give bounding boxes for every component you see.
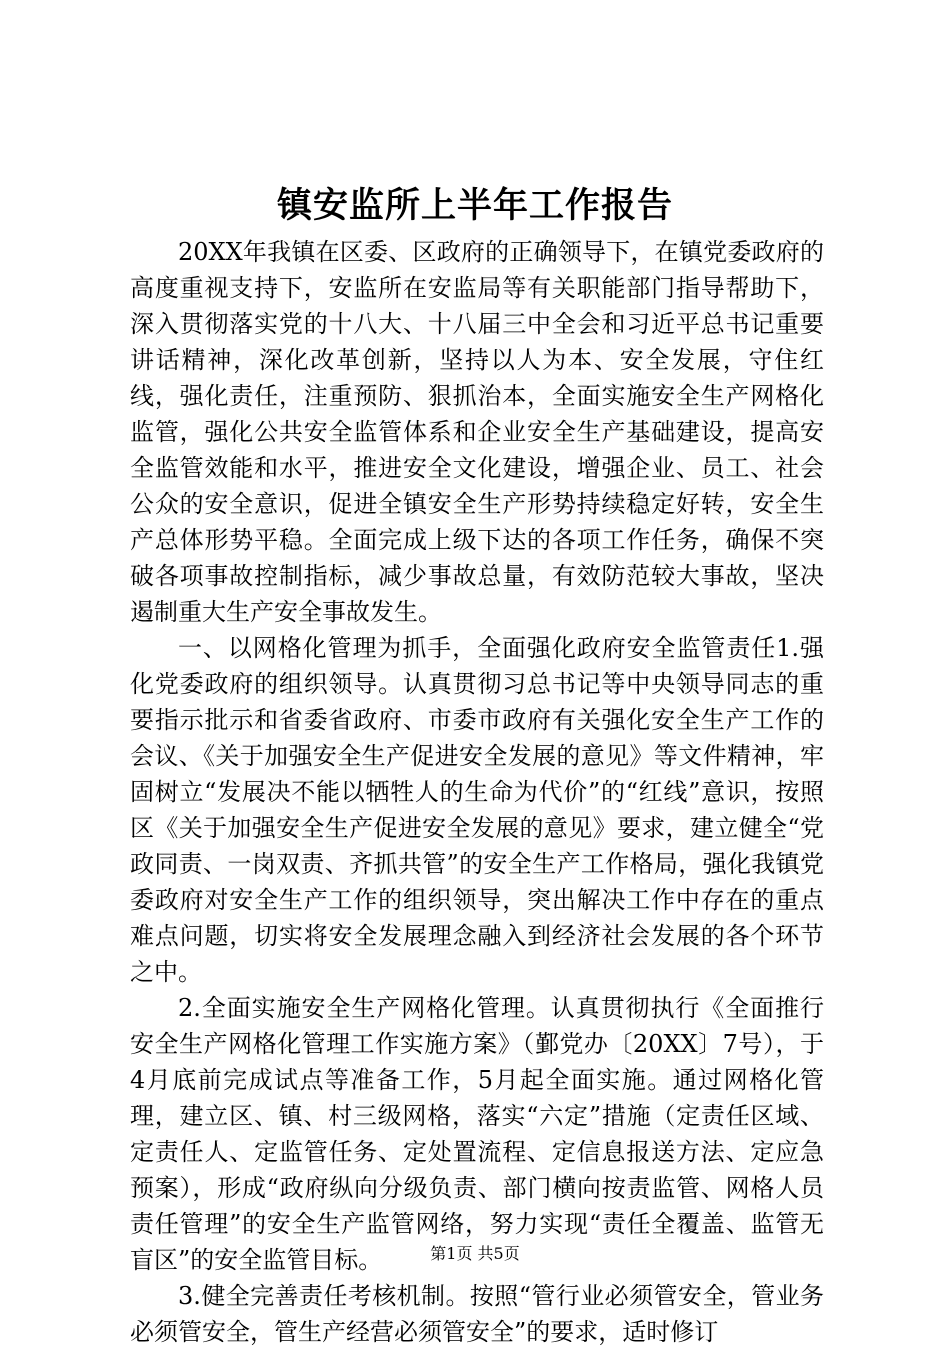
document-title: 镇安监所上半年工作报告 (276, 185, 673, 226)
paragraph-item-2: 2.全面实施安全生产网格化管理。认真贯彻执行《全面推行安全生产网格化管理工作实施方案》（鄞党办〔20XX〕7号），于4月底前完成试点等准备工作，5月起全面实施。通过网格化管理，建立区、镇、村三级网格，落实“六定”措施（定责任区域、定责任人、定监管任务、定处置流程、定信息报送方法、定应急预案），形成“政府纵向分级负责、部门横向按责监管、网格人员责任管理”的安全生产监管网络，努力实现“责任全覆盖、监管无盲区”的安全监管目标。 (130, 994, 824, 1274)
paragraph-item-3: 3.健全完善责任考核机制。按照“管行业必须管安全，管业务必须管安全，管生产经营必须管安全”的要求，适时修订 (130, 1282, 824, 1346)
page-number-footer: 第1页 共5页 (430, 1244, 520, 1263)
paragraph-section-1: 一、以网格化管理为抓手，全面强化政府安全监管责任1.强化党委政府的组织领导。认真贯彻习总书记等中央领导同志的重要指示批示和省委省政府、市委市政府有关强化安全生产工作的会议、《关于加强安全生产促进安全发展的意见》等文件精神，牢固树立“发展决不能以牺牲人的生命为代价”的“红线”意识，按照区《关于加强安全生产促进安全发展的意见》要求，建立健全“党政同责、一岗双责、齐抓共管”的安全生产工作格局，强化我镇党委政府对安全生产工作的组织领导，突出解决工作中存在的重点难点问题，切实将安全发展理念融入到经济社会发展的各个环节之中。 (130, 634, 824, 986)
document-body (130, 234, 824, 1350)
paragraph-intro: 20XX年我镇在区委、区政府的正确领导下，在镇党委政府的高度重视支持下，安监所在安监局等有关职能部门指导帮助下，深入贯彻落实党的十八大、十八届三中全会和习近平总书记重要讲话精神，深化改革创新，坚持以人为本、安全发展，守住红线，强化责任，注重预防、狠抓治本，全面实施安全生产网格化监管，强化公共安全监管体系和企业安全生产基础建设，提高安全监管效能和水平，推进安全文化建设，增强企业、员工、社会公众的安全意识，促进全镇安全生产形势持续稳定好转，安全生产总体形势平稳。全面完成上级下达的各项工作任务，确保不突破各项事故控制指标，减少事故总量，有效防范较大事故，坚决遏制重大生产安全事故发生。 (130, 238, 824, 626)
